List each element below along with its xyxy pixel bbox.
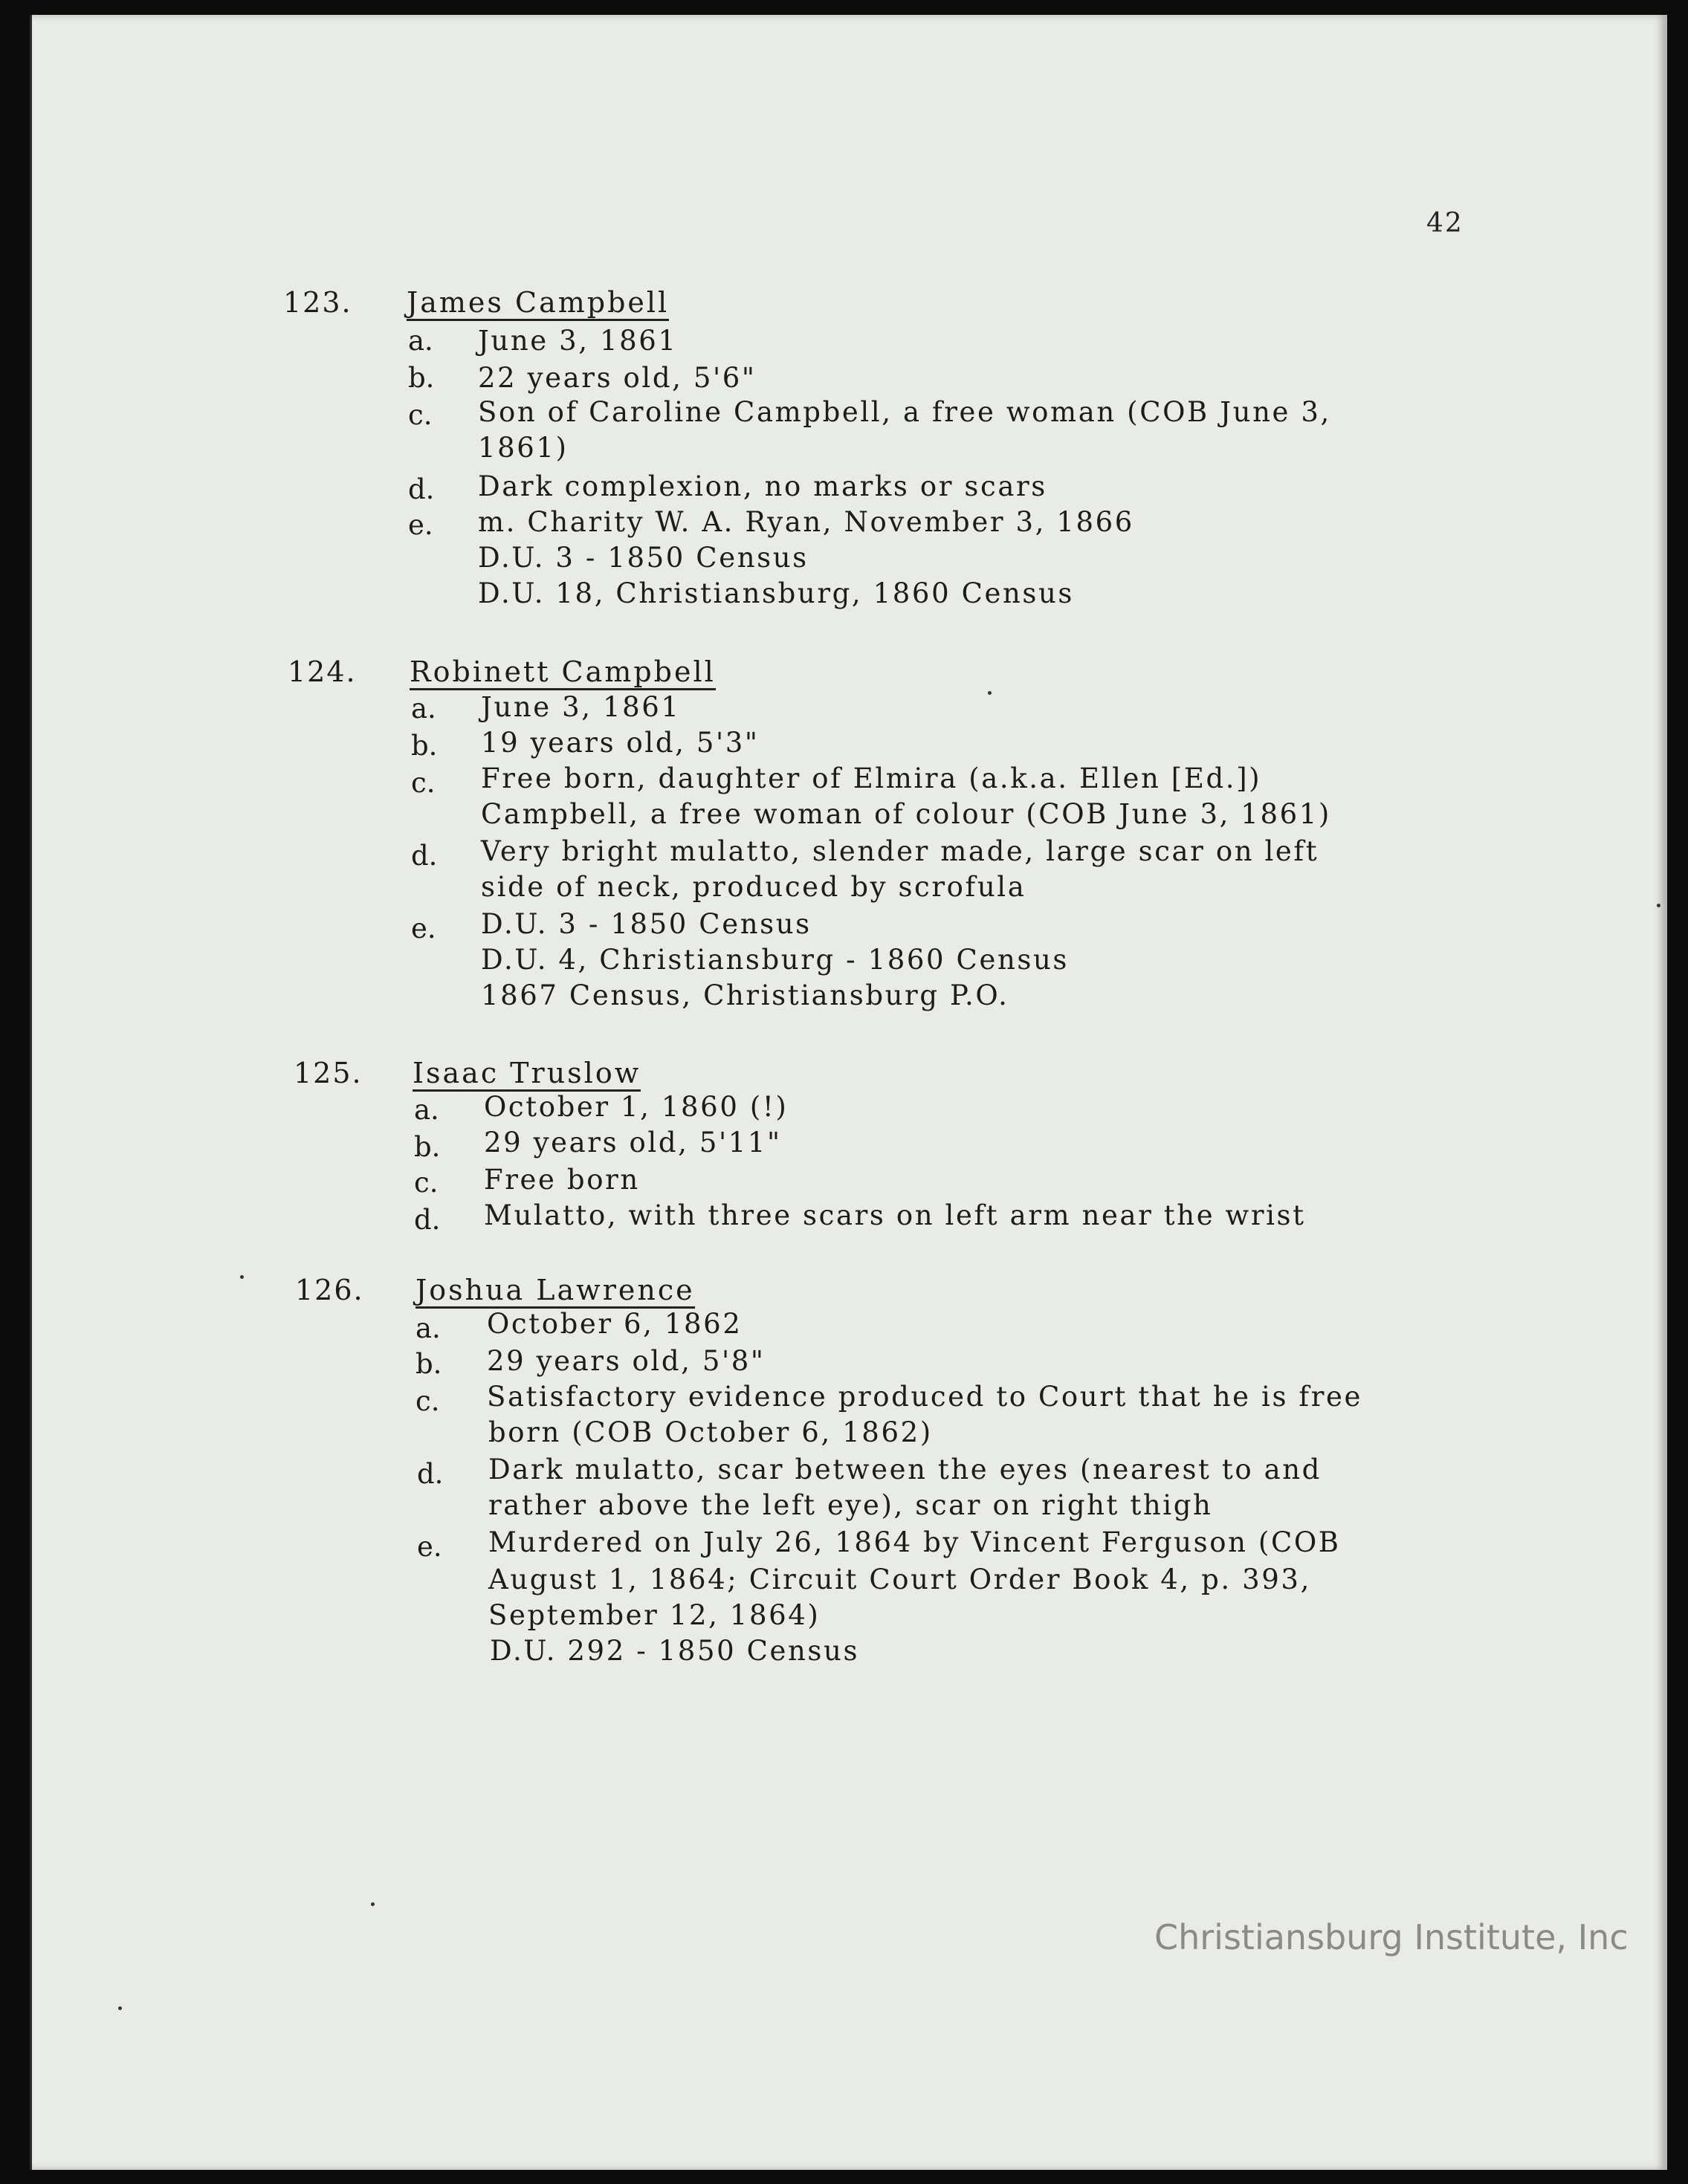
entry-name: Joshua Lawrence (415, 1274, 695, 1309)
item-letter: a. (411, 693, 436, 725)
item-letter: c. (408, 399, 433, 431)
paper-speck (240, 1275, 244, 1279)
item-line: Murdered on July 26, 1864 by Vincent Ferguson (COB (488, 1526, 1341, 1558)
item-letter: d. (417, 1458, 444, 1490)
item-line: D.U. 292 - 1850 Census (490, 1635, 860, 1667)
item-letter: b. (411, 730, 438, 762)
entry-number: 124. (288, 655, 357, 688)
item-letter: c. (414, 1167, 439, 1199)
item-line: September 12, 1864) (488, 1599, 821, 1631)
paper-speck (988, 691, 992, 695)
item-line: Satisfactory evidence produced to Court that he is free (487, 1381, 1362, 1413)
item-line: D.U. 4, Christiansburg - 1860 Census (481, 944, 1069, 976)
item-letter: b. (408, 362, 435, 394)
item-line: June 3, 1861 (478, 325, 678, 357)
item-line: D.U. 3 - 1850 Census (481, 908, 812, 940)
entry-number: 126. (295, 1274, 364, 1306)
item-line: D.U. 3 - 1850 Census (478, 542, 809, 574)
item-line: side of neck, produced by scrofula (481, 871, 1026, 903)
item-line: 22 years old, 5'6" (478, 362, 757, 394)
item-line: October 6, 1862 (487, 1308, 743, 1340)
item-line: June 3, 1861 (481, 691, 681, 723)
item-line: 29 years old, 5'8" (487, 1345, 766, 1377)
item-letter: a. (414, 1094, 439, 1126)
item-letter: c. (415, 1385, 440, 1417)
item-letter: b. (415, 1348, 442, 1380)
item-line: Campbell, a free woman of colour (COB June 3, 1861) (481, 798, 1331, 830)
item-line: Dark mulatto, scar between the eyes (nearest to and (488, 1454, 1322, 1485)
entry-name: James Campbell (407, 286, 669, 321)
item-letter: b. (414, 1131, 441, 1163)
item-line: rather above the left eye), scar on right thigh (488, 1489, 1213, 1521)
item-line: 19 years old, 5'3" (481, 727, 760, 759)
item-letter: e. (417, 1531, 442, 1563)
item-line: born (COB October 6, 1862) (488, 1416, 933, 1448)
item-letter: e. (411, 913, 436, 944)
item-line: D.U. 18, Christiansburg, 1860 Census (478, 577, 1075, 609)
item-line: Dark complexion, no marks or scars (478, 470, 1047, 502)
item-line: 29 years old, 5'11" (484, 1127, 782, 1159)
item-letter: d. (408, 473, 435, 505)
page-number: 42 (1426, 208, 1464, 239)
item-letter: d. (414, 1204, 441, 1236)
item-letter: c. (411, 767, 436, 799)
entry-name: Robinett Campbell (410, 655, 716, 690)
paper-speck (118, 2006, 122, 2010)
document-page (30, 15, 1667, 2170)
item-line: Mulatto, with three scars on left arm near the wrist (484, 1199, 1306, 1231)
item-letter: a. (408, 325, 433, 357)
item-letter: a. (415, 1312, 441, 1344)
paper-speck (371, 1902, 375, 1906)
item-line: Free born (484, 1164, 640, 1196)
entry-number: 123. (283, 286, 352, 319)
item-line: Very bright mulatto, slender made, large scar on left (481, 835, 1319, 867)
item-letter: d. (411, 840, 438, 872)
item-line: Son of Caroline Campbell, a free woman (COB June 3, (478, 396, 1331, 428)
item-line: 1867 Census, Christiansburg P.O. (481, 979, 1009, 1011)
item-line: August 1, 1864; Circuit Court Order Book 4, p. 393, (488, 1564, 1311, 1595)
entry-number: 125. (294, 1057, 363, 1089)
item-line: October 1, 1860 (!) (484, 1091, 789, 1123)
watermark: Christiansburg Institute, Inc (1154, 1917, 1629, 1957)
item-line: Free born, daughter of Elmira (a.k.a. Ellen [Ed.]) (481, 762, 1262, 794)
item-line: m. Charity W. A. Ryan, November 3, 1866 (478, 506, 1134, 538)
entry-name: Isaac Truslow (413, 1057, 641, 1092)
paper-speck (1657, 904, 1660, 907)
item-letter: e. (408, 509, 433, 541)
item-line: 1861) (478, 432, 569, 464)
